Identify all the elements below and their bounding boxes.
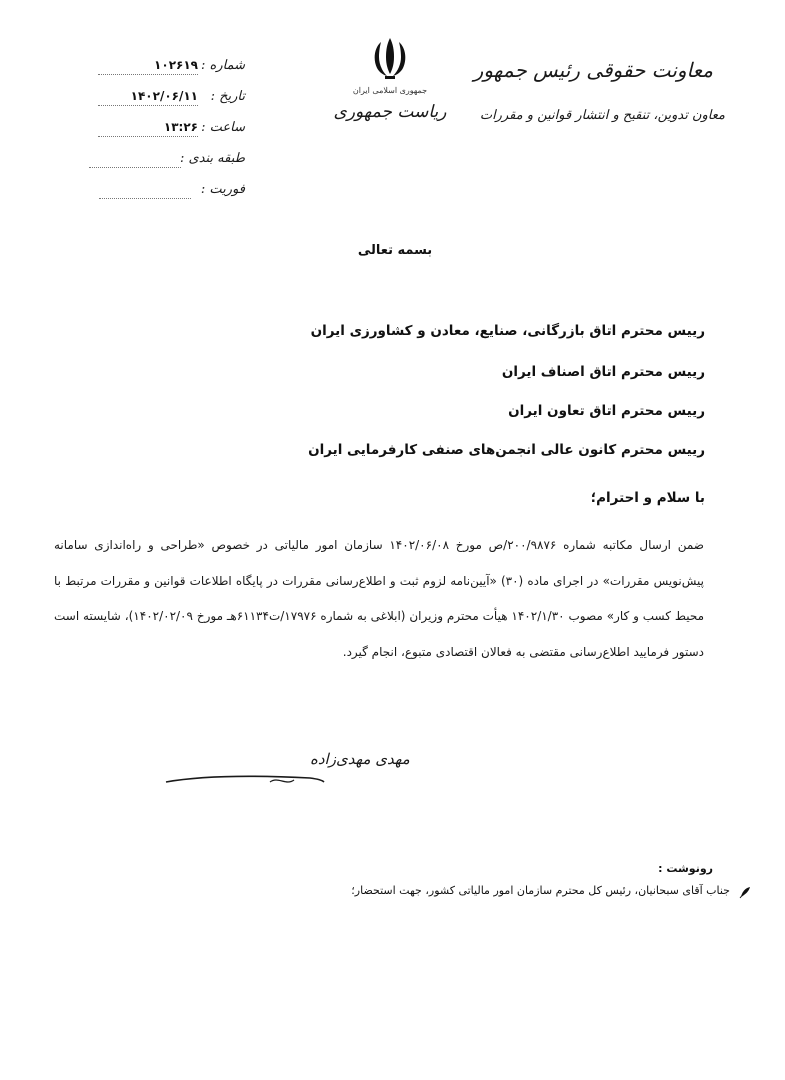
classification-value [89, 151, 181, 168]
emblem-subtitle: جمهوری اسلامی ایران [352, 86, 428, 95]
handwritten-signature [160, 742, 410, 792]
recipient-1: رییس محترم اتاق بازرگانی، صنایع، معادن و کشاورزی ایران [310, 323, 705, 339]
cc-title: رونوشت : [658, 862, 713, 875]
cc-line-text: جناب آقای سبحانیان، رئیس کل محترم سازمان امور مالیاتی کشور، جهت استحضار؛ [351, 884, 730, 897]
office-title: معاونت حقوقی رئیس جمهور [473, 58, 713, 82]
classification-label: طبقه بندی : [180, 151, 245, 166]
meta-date [85, 89, 245, 111]
meta-classification [85, 151, 245, 173]
svg-text:مهدی مهدی‌زاده: مهدی مهدی‌زاده [310, 750, 410, 768]
urgency-value [99, 182, 191, 199]
emblem-title: ریاست جمهوری [333, 102, 447, 122]
number-value: ۱۰۲۶۱۹ [98, 58, 198, 75]
greeting: با سلام و احترام؛ [590, 490, 705, 506]
time-label: ساعت : [201, 120, 245, 135]
basmala: بسمه تعالی [357, 243, 433, 258]
number-label: شماره : [201, 58, 245, 73]
feather-bullet-icon [738, 885, 752, 899]
recipient-3: رییس محترم اتاق تعاون ایران [508, 403, 705, 419]
recipient-4: رییس محترم کانون عالی انجمن‌های صنفی کارفرمایی ایران [308, 442, 705, 458]
iran-emblem-icon [365, 32, 415, 82]
cc-line [270, 884, 730, 897]
letter-body: ضمن ارسال مکاتبه شماره ۲۰۰/۹۸۷۶/ص مورخ ۱۴۰۲/۰۶/۰۸ سازمان امور مالیاتی در خصوص «طراحی و راه‌اندازی سامانه پیش‌نویس مقررات» در اجرای ماده (۳۰) «آیین‌نامه لزوم ثبت و اطلاع‌رسانی مقررات در پایگاه اطلاعات قوانین و مقررات مرتبط با محیط کسب و کار» مصوب ۱۴۰۲/۱/۳۰ هیأت محترم وزیران (ابلاغی به شماره ۱۷۹۷۶/ت۶۱۱۳۴هـ مورخ ۱۴۰۲/۰۲/۰۹)، شایسته است دستور فرمایید اطلاع‌رسانی مقتضی به فعالان اقتصادی متبوع، انجام گیرد. [54, 538, 705, 659]
meta-time [85, 120, 245, 142]
date-value: ۱۴۰۲/۰۶/۱۱ [98, 89, 198, 106]
date-label: تاریخ : [210, 89, 245, 104]
urgency-label: فوریت : [200, 182, 245, 197]
recipient-2: رییس محترم اتاق اصناف ایران [501, 364, 705, 380]
meta-number [85, 58, 245, 80]
office-subtitle: معاون تدوین، تنقیح و انتشار قوانین و مقررات [479, 108, 725, 123]
meta-urgency [85, 182, 245, 204]
time-value: ۱۳:۲۶ [98, 120, 198, 137]
